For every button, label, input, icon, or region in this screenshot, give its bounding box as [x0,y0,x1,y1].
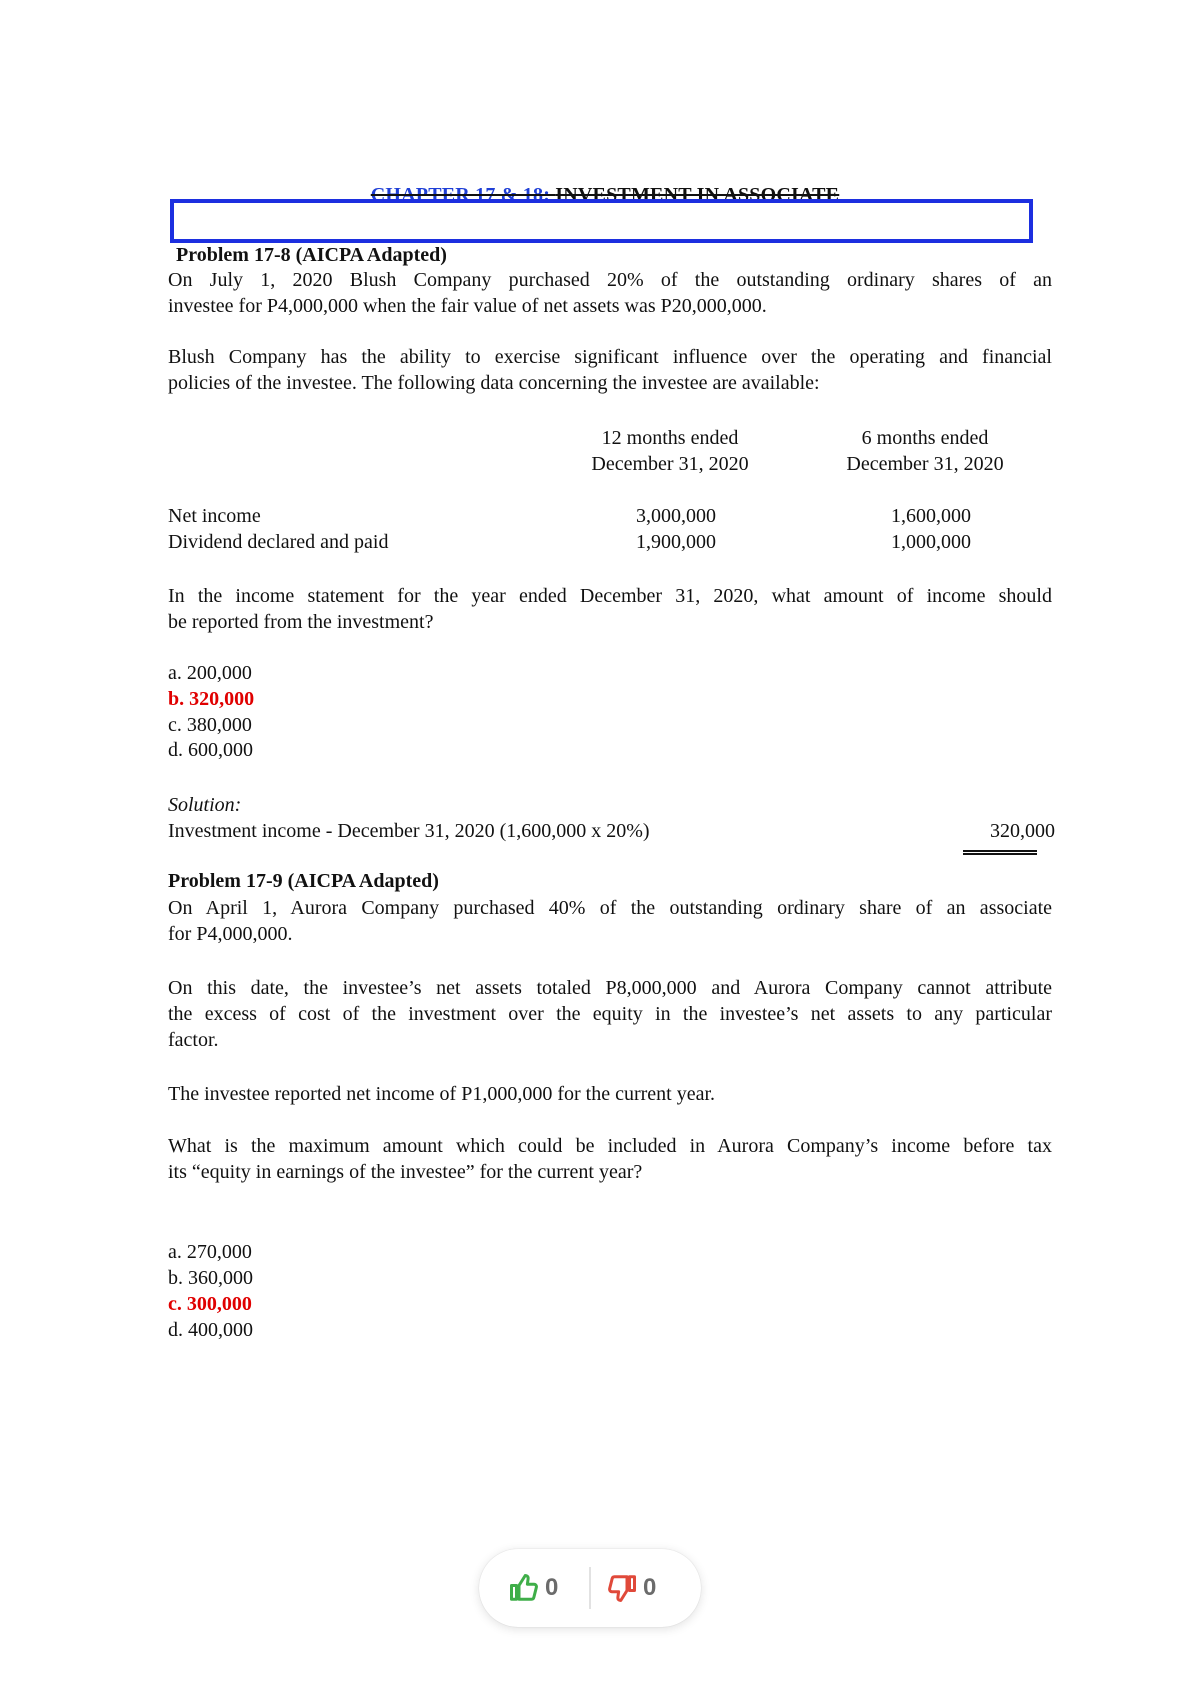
problem-paragraph [168,975,1052,1053]
table-column-header [825,425,1025,477]
table-row-label: Net income [168,505,261,527]
table-row-label: Dividend declared and paid [168,531,389,553]
problem-paragraph: The investee reported net income of P1,000,000 for the current year. [168,1083,716,1105]
paragraph-line: the excess of cost of the investment over the equity in the investee’s net assets to any particular [168,1003,1052,1025]
solution-line: Investment income - December 31, 2020 (1,600,000 x 20%) [168,820,650,842]
thumbs-up-icon [509,1573,539,1603]
question-text [168,1133,1052,1185]
paragraph-line: investee for P4,000,000 when the fair value of net assets was P20,000,000. [168,295,767,317]
thumbs-down-icon [607,1573,637,1603]
dislike-button[interactable] [607,1571,656,1605]
answer-choice: a. 270,000 [168,1241,252,1263]
dislike-count: 0 [643,1574,657,1601]
problem-paragraph [168,267,1052,319]
header-line: 12 months ended [601,427,739,449]
paragraph-line: On this date, the investee’s net assets totaled P8,000,000 and Aurora Company cannot attribute [168,977,1052,999]
table-cell: 1,600,000 [891,505,971,527]
problem-paragraph [168,895,1052,947]
paragraph-line: its “equity in earnings of the investee” for the current year? [168,1161,643,1183]
paragraph-line: On April 1, Aurora Company purchased 40% of the outstanding ordinary share of an associate [168,897,1052,919]
paragraph-line: factor. [168,1029,219,1051]
selection-highlight-box [170,199,1033,243]
chapter-title-topic: INVESTMENT IN ASSOCIATE [555,184,840,206]
solution-amount: 320,000 [990,820,1055,842]
vote-divider [589,1567,591,1609]
paragraph-line: policies of the investee. The following data concerning the investee are available: [168,372,820,394]
correct-answer-choice: b. 320,000 [168,688,255,710]
double-underline [963,850,1037,855]
header-line: 6 months ended [861,427,989,449]
problem-heading: Problem 17-9 (AICPA Adapted) [168,870,439,892]
answer-choice: d. 400,000 [168,1319,253,1341]
problem-heading: Problem 17-8 (AICPA Adapted) [176,244,447,266]
paragraph-line: for P4,000,000. [168,923,293,945]
header-line: December 31, 2020 [591,453,749,475]
paragraph-line: What is the maximum amount which could be included in Aurora Company’s income before tax [168,1135,1052,1157]
problem-paragraph [168,344,1052,396]
paragraph-line: be reported from the investment? [168,611,434,633]
paragraph-line: On July 1, 2020 Blush Company purchased 20% of the outstanding ordinary shares of an [168,269,1052,291]
vote-widget [479,1549,701,1627]
answer-choice: b. 360,000 [168,1267,253,1289]
paragraph-line: Blush Company has the ability to exercise significant influence over the operating and financial [168,346,1052,368]
paragraph-line: In the income statement for the year ended December 31, 2020, what amount of income should [168,585,1052,607]
chapter-title-number: CHAPTER 17 & 18: [370,184,556,206]
correct-answer-choice: c. 300,000 [168,1293,252,1315]
table-cell: 3,000,000 [636,505,716,527]
question-text [168,583,1052,635]
table-cell: 1,000,000 [891,531,971,553]
table-cell: 1,900,000 [636,531,716,553]
answer-choice: c. 380,000 [168,714,252,736]
solution-label: Solution: [168,794,242,816]
answer-choice: d. 600,000 [168,739,253,761]
table-column-header [570,425,770,477]
header-line: December 31, 2020 [846,453,1004,475]
like-count: 0 [545,1574,559,1601]
like-button[interactable] [509,1571,558,1605]
answer-choice: a. 200,000 [168,662,252,684]
